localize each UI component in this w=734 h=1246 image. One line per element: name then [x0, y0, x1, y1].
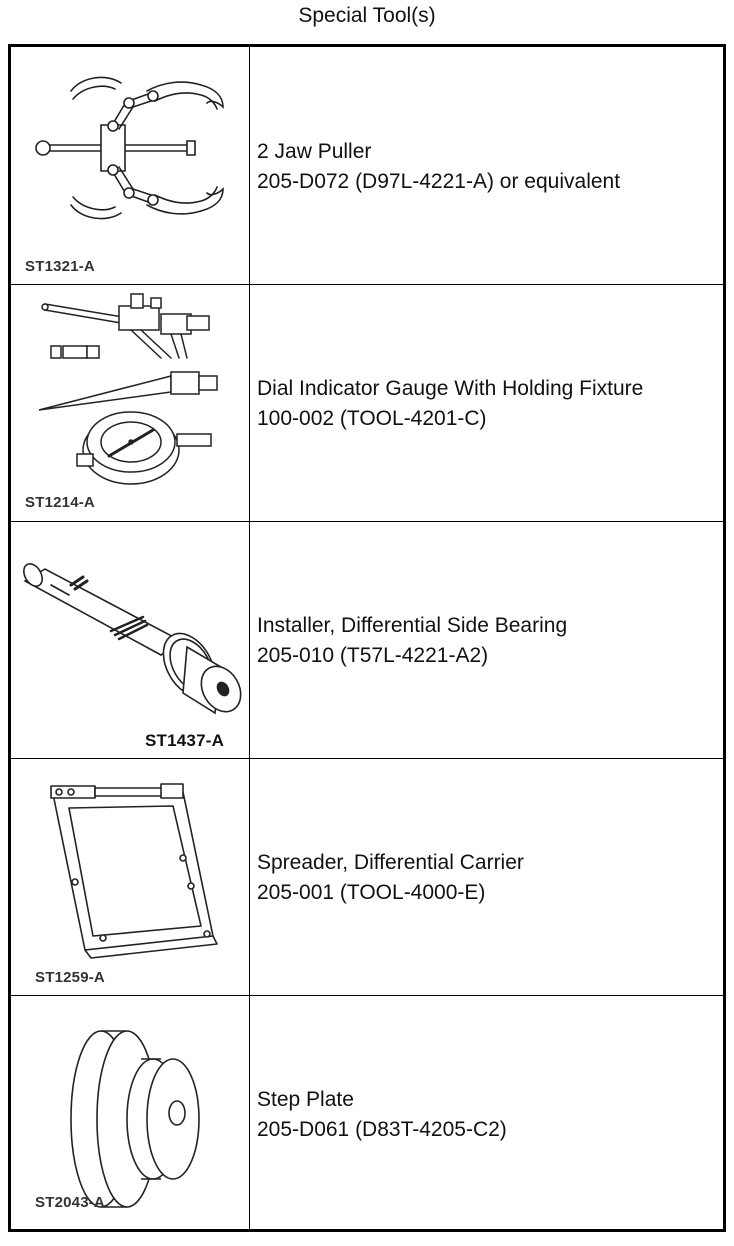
tool-part-number: 205-001 (TOOL-4000-E) [257, 881, 486, 904]
tool-description [257, 611, 567, 671]
tool-part-number: 205-010 (T57L-4221-A2) [257, 644, 489, 667]
tool-part-number: 205-D072 (D97L-4221-A) or equivalent [257, 170, 621, 193]
special-tools-table [8, 44, 726, 1232]
tool-description [257, 137, 620, 197]
table-row [11, 284, 723, 522]
tool-part-number: 205-D061 (D83T-4205-C2) [257, 1118, 507, 1141]
tool-description-cell [257, 758, 723, 995]
carrier-spreader-icon [11, 758, 249, 995]
tool-code: ST2043-A [35, 1194, 105, 1211]
tool-image-cell [11, 995, 250, 1229]
tool-image-cell [11, 284, 250, 521]
page-title: Special Tool(s) [298, 4, 436, 27]
two-jaw-puller-icon [11, 47, 249, 284]
tool-image-cell [11, 47, 250, 284]
dial-indicator-icon [11, 284, 249, 521]
tool-name: 2 Jaw Puller [257, 140, 372, 163]
table-row [11, 758, 723, 996]
tool-description-cell [257, 995, 723, 1229]
tool-name: Spreader, Differential Carrier [257, 851, 524, 874]
tool-code: ST1214-A [25, 494, 95, 511]
tool-name: Dial Indicator Gauge With Holding Fixture [257, 377, 644, 400]
bearing-installer-icon [11, 521, 249, 758]
tool-part-number: 100-002 (TOOL-4201-C) [257, 407, 487, 430]
tool-description-cell [257, 47, 723, 284]
tool-description-cell [257, 521, 723, 758]
tool-description-cell [257, 284, 723, 521]
tool-code: ST1437-A [145, 731, 225, 750]
tool-image-cell [11, 758, 250, 995]
tool-code: ST1321-A [25, 258, 95, 275]
table-row [11, 995, 723, 1229]
tool-image-cell [11, 521, 250, 758]
table-row [11, 47, 723, 285]
table-row [11, 521, 723, 759]
tool-description [257, 848, 524, 908]
tool-name: Installer, Differential Side Bearing [257, 614, 568, 637]
tool-code: ST1259-A [35, 969, 105, 986]
tool-name: Step Plate [257, 1088, 354, 1111]
tool-description [257, 374, 643, 434]
tool-description [257, 1085, 507, 1145]
